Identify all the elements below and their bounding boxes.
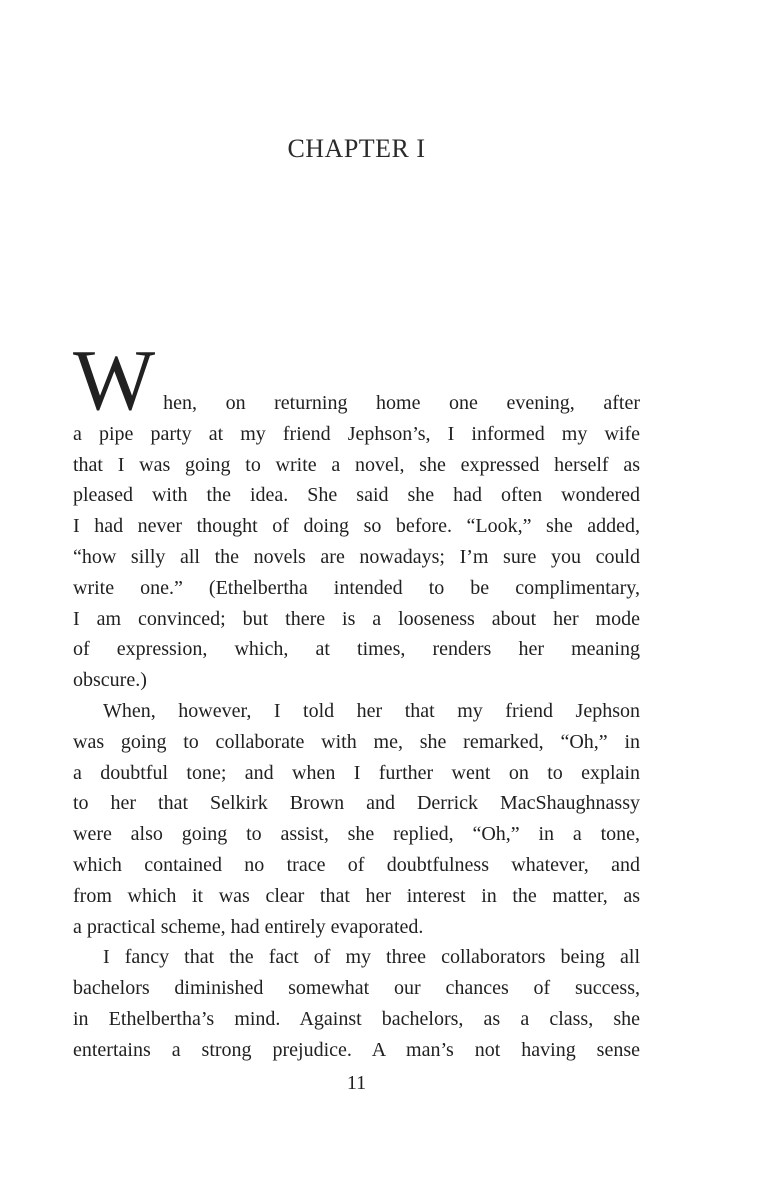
text-line: “how silly all the novels are nowadays; I’m sure you could (73, 545, 640, 568)
page-number: 11 (346, 1072, 367, 1094)
text-line: that I was going to write a novel, she expressed herself as (73, 453, 640, 476)
drop-cap: W (73, 331, 156, 428)
text-line: in Ethelbertha’s mind. Against bachelors, as a class, she (73, 1007, 640, 1030)
text-line: which contained no trace of doubtfulness whatever, and (73, 853, 640, 876)
text-line: to her that Selkirk Brown and Derrick MacShaughnassy (73, 792, 640, 815)
text-line: was going to collaborate with me, she remarked, “Oh,” in (73, 730, 640, 753)
text-line: from which it was clear that her interest in the matter, as (73, 884, 640, 907)
paragraph (73, 942, 640, 1065)
text-line: write one.” (Ethelbertha intended to be complimentary, (73, 576, 640, 599)
text-line: of expression, which, at times, renders her meaning (73, 638, 640, 661)
paragraph (73, 331, 640, 696)
text-line: When, however, I told her that my friend Jephson (103, 699, 640, 722)
text-line: I had never thought of doing so before. “Look,” she added, (73, 515, 640, 538)
text-line: a practical scheme, had entirely evaporated. (73, 915, 424, 938)
text-line: a doubtful tone; and when I further went on to explain (73, 761, 640, 784)
text-line: a pipe party at my friend Jephson’s, I informed my wife (73, 422, 640, 445)
text-line: obscure.) (73, 669, 147, 692)
text-line: I fancy that the fact of my three collaborators being all (103, 946, 640, 969)
text-line: I am convinced; but there is a looseness about her mode (73, 607, 640, 630)
chapter-heading: CHAPTER I (287, 134, 426, 163)
text-line: When, on returning home one evening, after (73, 331, 640, 428)
text-line: bachelors diminished somewhat our chances of success, (73, 977, 640, 1000)
text-line: pleased with the idea. She said she had often wondered (73, 484, 640, 507)
text-line: entertains a strong prejudice. A man’s not having sense (73, 1038, 640, 1061)
text-line: were also going to assist, she replied, “Oh,” in a tone, (73, 823, 640, 846)
body-text (73, 331, 640, 1066)
paragraph (73, 696, 640, 942)
